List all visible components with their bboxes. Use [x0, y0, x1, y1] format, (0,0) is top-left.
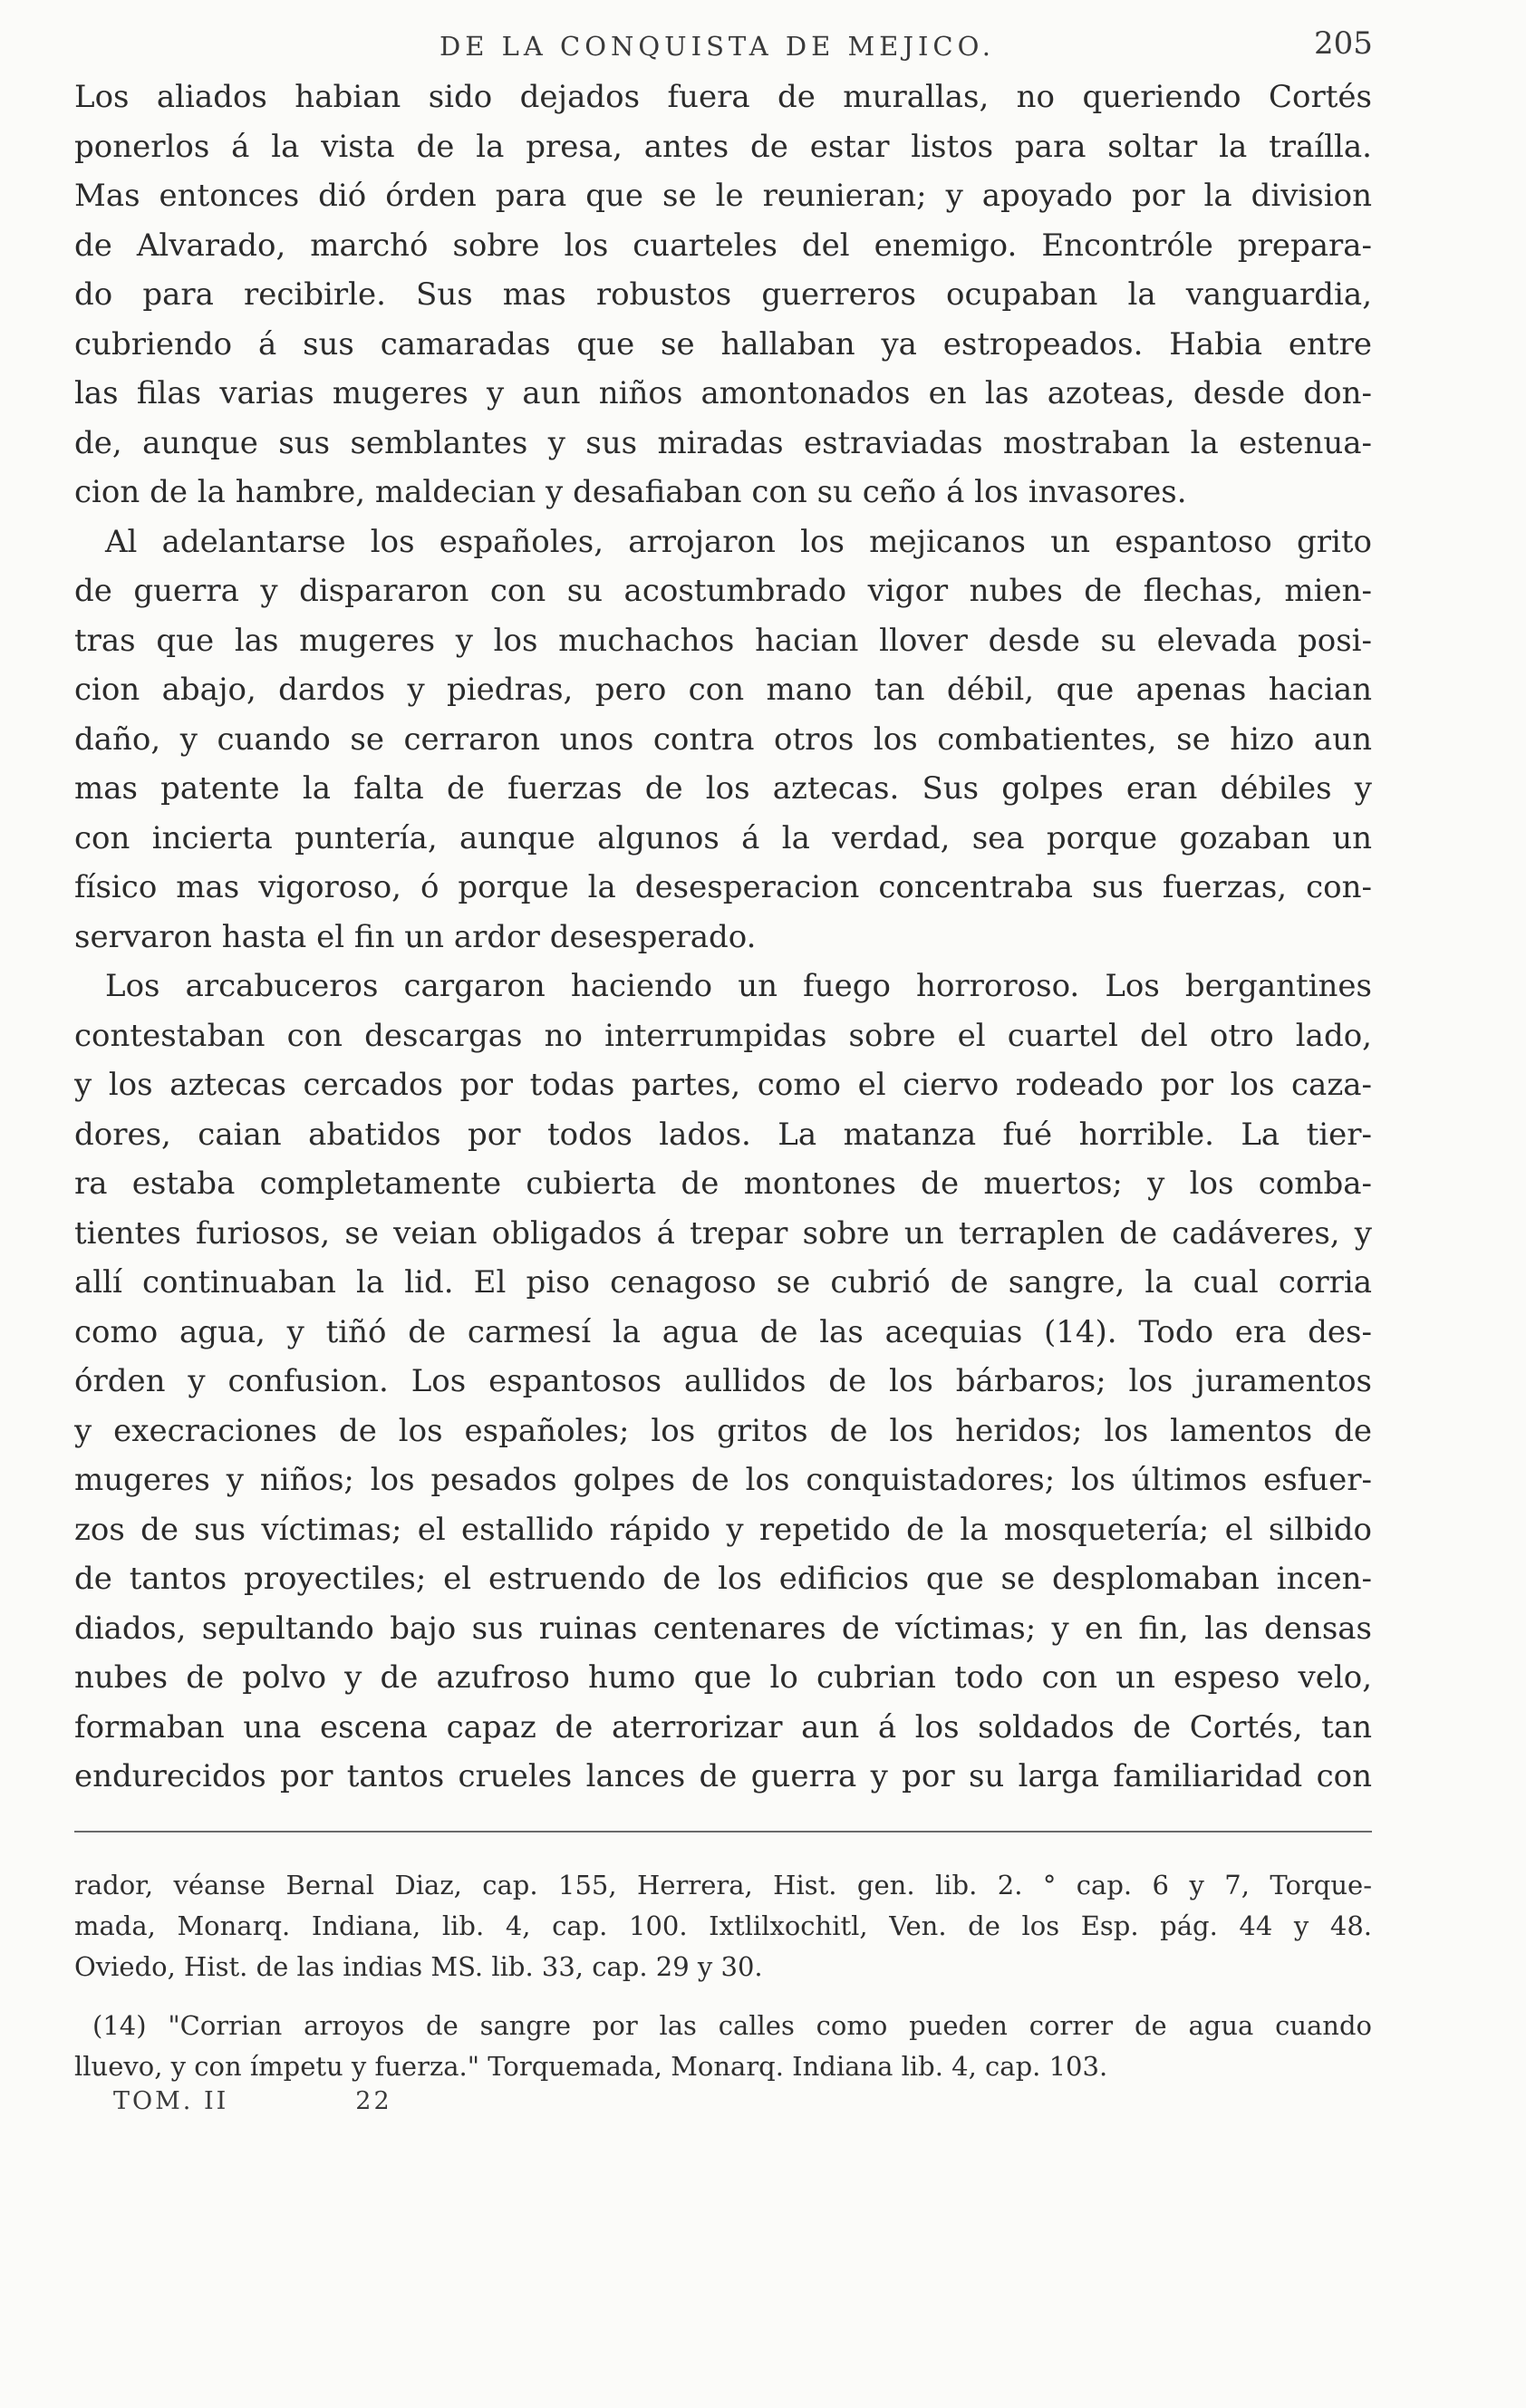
text-line: y los aztecas cercados por todas partes, como el ciervo rodeado por los caza- — [74, 1067, 1372, 1103]
sheet-number: 22 — [355, 2087, 392, 2115]
text-line: las filas varias mugeres y aun niños amontonados en las azoteas, desde don- — [74, 375, 1372, 411]
text-line: dores, caian abatidos por todos lados. La matanza fué horrible. La tier- — [74, 1116, 1372, 1153]
text-line: mugeres y niños; los pesados golpes de los conquistadores; los últimos esfuer- — [74, 1462, 1372, 1498]
footnote-divider — [74, 1831, 1372, 1833]
text-line: cion de la hambre, maldecian y desafiaban con su ceño á los invasores. — [74, 474, 1187, 510]
text-line: de, aunque sus semblantes y sus miradas estraviadas mostraban la estenua- — [74, 424, 1372, 461]
running-head: DE LA CONQUISTA DE MEJICO. — [439, 31, 995, 62]
page-number: 205 — [1314, 25, 1373, 62]
footnote-line: Oviedo, Hist. de las indias MS. lib. 33, cap. 29 y 30. — [74, 1951, 763, 1982]
footnote-line: rador, véanse Bernal Diaz, cap. 155, Herrera, Hist. gen. lib. 2. ° cap. 6 y 7, Torque- — [74, 1870, 1372, 1900]
text-line: zos de sus víctimas; el estallido rápido y repetido de la mosquetería; el silbido — [74, 1511, 1372, 1548]
text-line: daño, y cuando se cerraron unos contra otros los combatientes, se hizo aun — [74, 720, 1372, 758]
text-line: nubes de polvo y de azufroso humo que lo cubrian todo con un espeso velo, — [74, 1659, 1372, 1696]
text-line: tientes furiosos, se veian obligados á trepar sobre un terraplen de cadáveres, y — [74, 1214, 1372, 1252]
text-line: ponerlos á la vista de la presa, antes de estar listos para soltar la traílla. — [74, 128, 1372, 165]
text-line: allí continuaban la lid. El piso cenagoso se cubrió de sangre, la cual corria — [74, 1264, 1372, 1301]
text-line: cion abajo, dardos y piedras, pero con mano tan débil, que apenas hacian — [74, 672, 1372, 708]
text-line: mas patente la falta de fuerzas de los aztecas. Sus golpes eran débiles y — [74, 770, 1372, 807]
footnote-line: mada, Monarq. Indiana, lib. 4, cap. 100. Ixtlilxochitl, Ven. de los Esp. pág. 44 y 48. — [74, 1910, 1372, 1941]
footnote-14-line: (14) "Corrian arroyos de sangre por las calles como pueden correr de agua cuando — [92, 2010, 1372, 2041]
text-line: Los arcabuceros cargaron haciendo un fuego horroroso. Los bergantines — [105, 968, 1372, 1004]
footnote-14-line: lluevo, y con ímpetu y fuerza." Torquemada, Monarq. Indiana lib. 4, cap. 103. — [74, 2051, 1108, 2082]
text-line: tras que las mugeres y los muchachos hacian llover desde su elevada posi- — [74, 622, 1372, 659]
text-line: y execraciones de los españoles; los gritos de los heridos; los lamentos de — [74, 1412, 1372, 1449]
footnotes — [74, 1865, 1372, 2087]
text-line: diados, sepultando bajo sus ruinas centenares de víctimas; y en fin, las densas — [74, 1610, 1372, 1647]
text-line: contestaban con descargas no interrumpidas sobre el cuartel del otro lado, — [74, 1017, 1372, 1054]
text-line: físico mas vigoroso, ó porque la desesperacion concentraba sus fuerzas, con- — [74, 869, 1372, 905]
signature-mark — [113, 2087, 392, 2115]
text-line: de Alvarado, marchó sobre los cuarteles del enemigo. Encontróle prepara- — [74, 227, 1372, 264]
text-line: do para recibirle. Sus mas robustos guerreros ocupaban la vanguardia, — [74, 276, 1372, 313]
text-line: órden y confusion. Los espantosos aullidos de los bárbaros; los juramentos — [74, 1363, 1372, 1399]
text-line: con incierta puntería, aunque algunos á la verdad, sea porque gozaban un — [74, 819, 1372, 856]
volume-mark: TOM. II — [113, 2087, 229, 2115]
text-line: ra estaba completamente cubierta de montones de muertos; y los comba- — [74, 1165, 1372, 1202]
text-line: cubriendo á sus camaradas que se hallaban ya estropeados. Habia entre — [74, 325, 1372, 363]
text-line: Los aliados habian sido dejados fuera de murallas, no queriendo Cortés — [74, 79, 1372, 115]
text-line: como agua, y tiñó de carmesí la agua de las acequias (14). Todo era des- — [74, 1313, 1372, 1350]
body-text — [74, 73, 1372, 1802]
footnote-spacer — [74, 1987, 1372, 2006]
text-line: servaron hasta el fin un ardor desesperado. — [74, 918, 757, 955]
text-line: de guerra y dispararon con su acostumbrado vigor nubes de flechas, mien- — [74, 573, 1372, 609]
text-line: de tantos proyectiles; el estruendo de los edificios que se desplomaban incen- — [74, 1561, 1372, 1597]
text-line: Al adelantarse los españoles, arrojaron los mejicanos un espantoso grito — [105, 523, 1372, 560]
text-line: Mas entonces dió órden para que se le reunieran; y apoyado por la division — [74, 178, 1372, 214]
text-line: endurecidos por tantos crueles lances de guerra y por su larga familiaridad con — [74, 1758, 1372, 1794]
text-line: formaban una escena capaz de aterrorizar aun á los soldados de Cortés, tan — [74, 1708, 1372, 1746]
